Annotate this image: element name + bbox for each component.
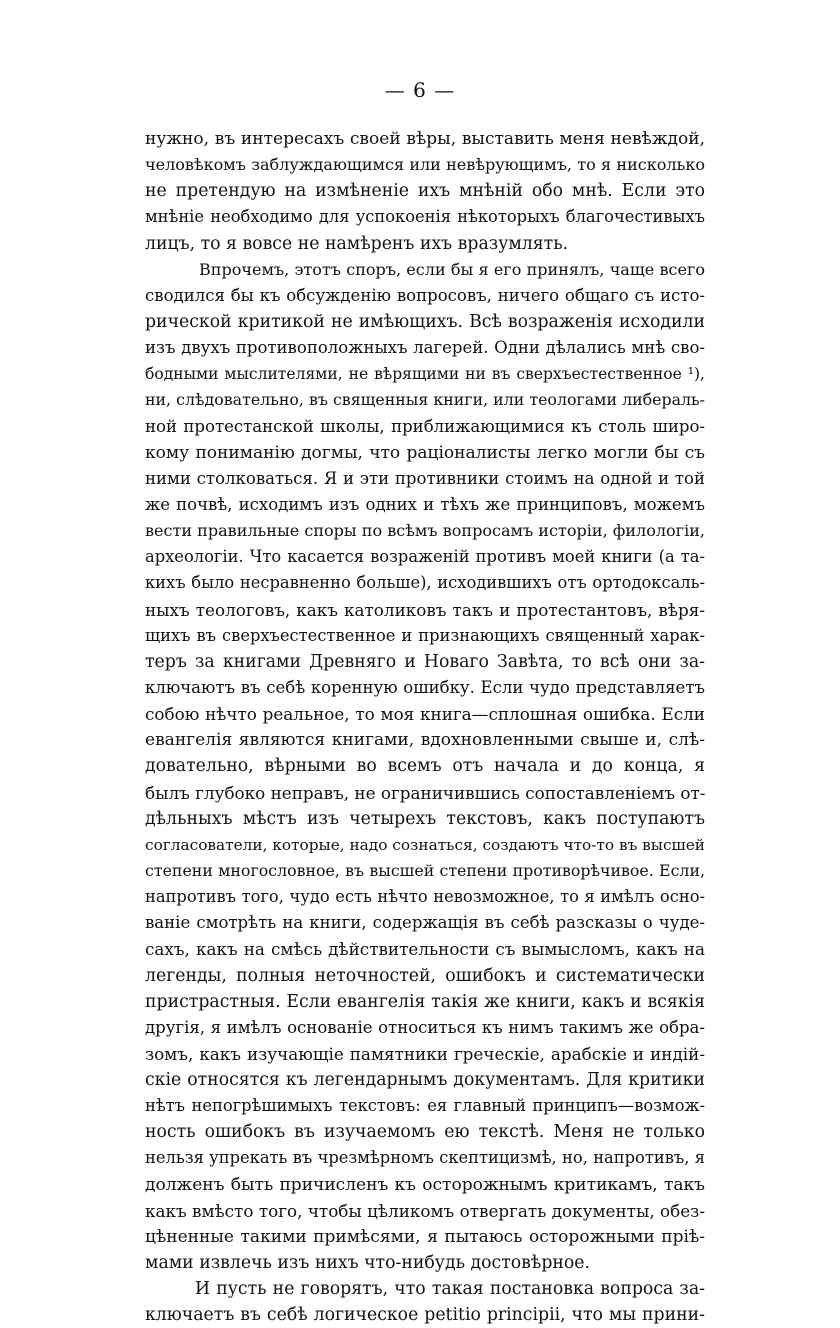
text-line: рической критикой не имѣющихъ. Всѣ возраженія исходили <box>145 311 705 332</box>
text-line: вести правильные споры по всѣмъ вопросамъ исторіи, филологіи, <box>145 521 705 541</box>
text-line: довательно, вѣрными во всемъ отъ начала и до конца, я <box>145 756 705 777</box>
text-line: не претендую на измѣненіе ихъ мнѣній обо мнѣ. Если это <box>145 181 705 202</box>
text-line: изъ двухъ противоположныхъ лагерей. Одни дѣлались мнѣ сво- <box>145 338 705 358</box>
text-line: ныхъ теологовъ, какъ католиковъ такъ и протестантовъ, вѣря- <box>145 599 705 620</box>
text-line: дѣльныхъ мѣстъ изъ четырехъ текстовъ, какъ поступаютъ <box>145 808 705 829</box>
text-line: кихъ было несравненно больше), исходившихъ отъ ортодоксаль- <box>145 573 705 593</box>
text-line: Впрочемъ, этотъ споръ, если бы я его принялъ, чаще всего <box>199 259 705 279</box>
text-line: теръ за книгами Древняго и Новаго Завѣта, то всѣ они за- <box>145 651 705 672</box>
text-line: мнѣніе необходимо для успокоенія нѣкоторыхъ благочестивыхъ <box>145 207 705 227</box>
text-line: нужно, въ интересахъ своей вѣры, выставить меня невѣждой, <box>145 129 705 149</box>
text-line: цѣненные такими примѣсями, я пытаюсь осторожными пріѣ- <box>145 1226 705 1247</box>
paragraph <box>145 126 705 257</box>
paragraph <box>145 1276 705 1328</box>
text-line: щихъ въ сверхъестественное и признающихъ священный харак- <box>145 625 705 645</box>
text-line: же почвѣ, исходимъ изъ одних и тѣхъ же принциповъ, можемъ <box>145 494 705 514</box>
text-line: какъ вмѣсто того, чтобы цѣликомъ отвергать документы, обез- <box>145 1200 705 1221</box>
text-line: кому пониманію догмы, что раціоналисты легко могли бы съ <box>145 442 705 463</box>
body-text <box>145 126 705 1328</box>
text-line: нельзя упрекать въ чрезмѣрномъ скептицизмѣ, но, напротивъ, я <box>145 1148 705 1168</box>
text-line: согласователи, которые, надо сознаться, создаютъ что-то въ высшей <box>145 835 706 854</box>
text-line: легенды, полныя неточностей, ошибокъ и систематически <box>145 965 705 986</box>
text-line: мами извлечь изъ нихъ что-нибудь достовѣрное. <box>145 1253 591 1274</box>
text-line: лицъ, то я вовсе не намѣренъ ихъ вразумлять. <box>145 233 569 254</box>
text-line: евангелія являются книгами, вдохновленными свыше и, слѣ- <box>145 730 705 751</box>
text-line: скіе относятся къ легендарнымъ документамъ. Для критики <box>145 1070 705 1091</box>
text-line: напротивъ того, чудо есть нѣчто невозможное, то я имѣлъ осно- <box>145 887 705 907</box>
text-line: собою нѣчто реальное, то моя книга—сплошная ошибка. Если <box>145 704 705 725</box>
text-line: ними столковаться. Я и эти противники стоимъ на одной и той <box>145 468 705 488</box>
text-line: ваніе смотрѣть на книги, содержащія въ себѣ разсказы о чуде- <box>145 913 705 933</box>
text-line: ной протестанской школы, приближающимися къ столь широ- <box>145 416 705 436</box>
page-number: — 6 — <box>384 78 456 102</box>
paragraph <box>145 257 705 1276</box>
text-line: другія, я имѣлъ основаніе относиться къ нимъ такимъ же обра- <box>145 1017 705 1037</box>
text-line: ключаетъ въ себѣ логическое petitio principii, что мы прини- <box>145 1305 705 1326</box>
text-line: ключаютъ въ себѣ коренную ошибку. Если чудо представляетъ <box>145 677 705 697</box>
text-line: человѣкомъ заблуждающимся или невѣрующимъ, то я нисколько <box>145 155 705 175</box>
text-line: бодными мыслителями, не вѣрящими ни въ сверхъестественное ¹), <box>145 365 705 384</box>
text-line: И пусть не говорятъ, что такая постановка вопроса за- <box>195 1279 705 1300</box>
text-line: сводился бы къ обсужденію вопросовъ, ничего общаго съ исто- <box>145 285 705 305</box>
text-line: нѣтъ непогрѣшимыхъ текстовъ: ея главный принципъ—возмож- <box>145 1096 705 1116</box>
text-line: ни, слѣдовательно, въ священныя книги, или теологами либераль- <box>145 390 705 410</box>
text-line: зомъ, какъ изучающіе памятники греческіе, арабскіе и индій- <box>145 1043 705 1064</box>
text-line: степени многословное, въ высшей степени противорѣчивое. Если, <box>145 860 705 880</box>
text-line: пристрастныя. Если евангелія такія же книги, какъ и всякія <box>145 991 705 1012</box>
text-line: сахъ, какъ на смѣсь дѣйствительности съ вымысломъ, какъ на <box>145 939 705 960</box>
text-line: ность ошибокъ въ изучаемомъ ею текстѣ. Меня не только <box>145 1122 705 1143</box>
text-line: былъ глубоко неправъ, не ограничившись сопоставленіемъ от- <box>145 782 706 803</box>
text-line: долженъ быть причисленъ къ осторожнымъ критикамъ, такъ <box>145 1174 705 1195</box>
text-line: археологіи. Что касается возраженій противъ моей книги (а та- <box>145 547 705 567</box>
